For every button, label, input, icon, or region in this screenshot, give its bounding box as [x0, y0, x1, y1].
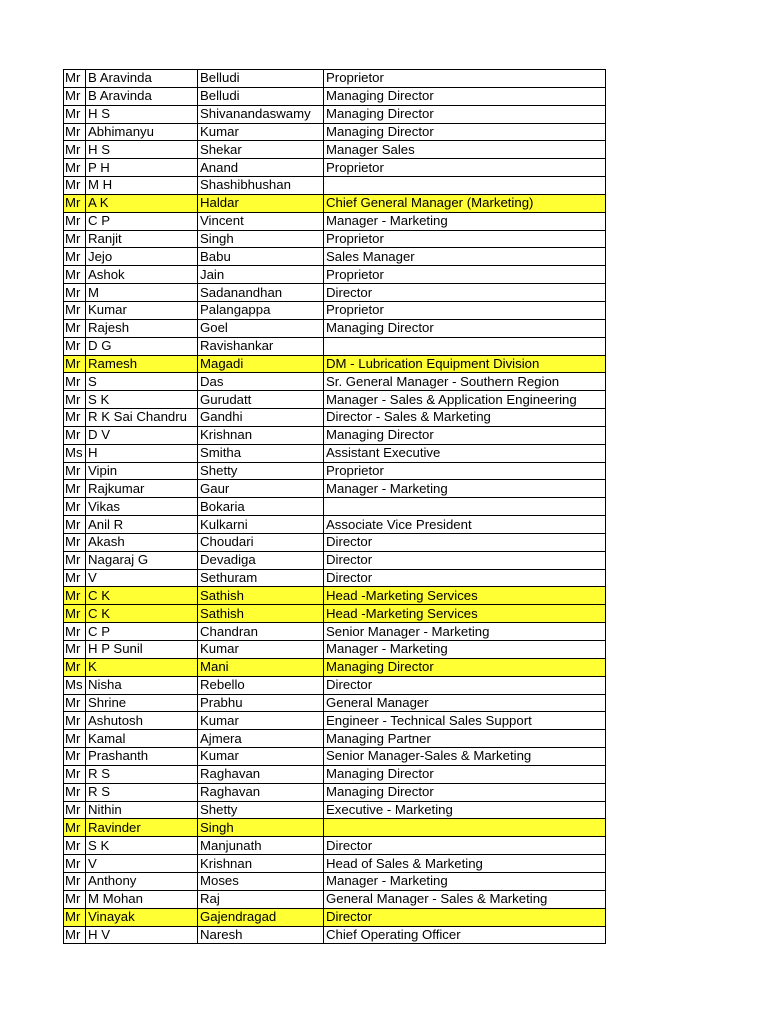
table-row [64, 105, 606, 123]
first-name-cell: V [86, 855, 198, 873]
designation-cell: Manager Sales [324, 141, 606, 159]
last-name-cell: Belludi [198, 87, 324, 105]
title-cell: Mr [64, 391, 86, 409]
designation-cell: Proprietor [324, 70, 606, 88]
title-cell: Mr [64, 712, 86, 730]
title-cell: Mr [64, 533, 86, 551]
table-row [64, 926, 606, 944]
title-cell: Mr [64, 480, 86, 498]
table-row [64, 337, 606, 355]
title-cell: Mr [64, 926, 86, 944]
table-row [64, 373, 606, 391]
last-name-cell: Krishnan [198, 855, 324, 873]
title-cell: Mr [64, 355, 86, 373]
title-cell: Mr [64, 284, 86, 302]
title-cell: Mr [64, 908, 86, 926]
title-cell: Mr [64, 498, 86, 516]
designation-cell: Head of Sales & Marketing [324, 855, 606, 873]
table-row [64, 230, 606, 248]
title-cell: Mr [64, 426, 86, 444]
title-cell: Ms [64, 676, 86, 694]
table-row [64, 462, 606, 480]
last-name-cell: Haldar [198, 194, 324, 212]
designation-cell: Senior Manager - Marketing [324, 623, 606, 641]
table-row [64, 908, 606, 926]
title-cell: Mr [64, 694, 86, 712]
title-cell: Mr [64, 623, 86, 641]
title-cell: Mr [64, 373, 86, 391]
table-row [64, 623, 606, 641]
first-name-cell: Vinayak [86, 908, 198, 926]
title-cell: Mr [64, 230, 86, 248]
last-name-cell: Das [198, 373, 324, 391]
last-name-cell: Gandhi [198, 409, 324, 427]
last-name-cell: Gajendragad [198, 908, 324, 926]
designation-cell: Managing Partner [324, 730, 606, 748]
designation-cell: Manager - Sales & Application Engineering [324, 391, 606, 409]
designation-cell: DM - Lubrication Equipment Division [324, 355, 606, 373]
first-name-cell: B Aravinda [86, 70, 198, 88]
table-row [64, 409, 606, 427]
last-name-cell: Gaur [198, 480, 324, 498]
last-name-cell: Singh [198, 819, 324, 837]
designation-cell: Sr. General Manager - Southern Region [324, 373, 606, 391]
designation-cell: Head -Marketing Services [324, 605, 606, 623]
first-name-cell: Nithin [86, 801, 198, 819]
designation-cell: Manager - Marketing [324, 641, 606, 659]
title-cell: Mr [64, 730, 86, 748]
first-name-cell: M [86, 284, 198, 302]
first-name-cell: V [86, 569, 198, 587]
last-name-cell: Bokaria [198, 498, 324, 516]
first-name-cell: Rajkumar [86, 480, 198, 498]
table-row [64, 177, 606, 195]
table-row [64, 837, 606, 855]
first-name-cell: Kamal [86, 730, 198, 748]
title-cell: Mr [64, 87, 86, 105]
designation-cell: Sales Manager [324, 248, 606, 266]
last-name-cell: Babu [198, 248, 324, 266]
last-name-cell: Sadanandhan [198, 284, 324, 302]
title-cell: Mr [64, 141, 86, 159]
last-name-cell: Raghavan [198, 765, 324, 783]
designation-cell: Chief Operating Officer [324, 926, 606, 944]
table-row [64, 141, 606, 159]
table-row [64, 658, 606, 676]
title-cell: Mr [64, 301, 86, 319]
first-name-cell: Akash [86, 533, 198, 551]
designation-cell: Manager - Marketing [324, 872, 606, 890]
title-cell: Mr [64, 783, 86, 801]
last-name-cell: Naresh [198, 926, 324, 944]
designation-cell: Engineer - Technical Sales Support [324, 712, 606, 730]
table-row [64, 801, 606, 819]
table-row [64, 444, 606, 462]
first-name-cell: K [86, 658, 198, 676]
last-name-cell: Shivanandaswamy [198, 105, 324, 123]
title-cell: Mr [64, 569, 86, 587]
last-name-cell: Chandran [198, 623, 324, 641]
last-name-cell: Shetty [198, 462, 324, 480]
designation-cell: Director [324, 284, 606, 302]
table-row [64, 694, 606, 712]
last-name-cell: Manjunath [198, 837, 324, 855]
title-cell: Mr [64, 587, 86, 605]
last-name-cell: Kumar [198, 641, 324, 659]
last-name-cell: Shetty [198, 801, 324, 819]
title-cell: Mr [64, 105, 86, 123]
title-cell: Mr [64, 890, 86, 908]
first-name-cell: H V [86, 926, 198, 944]
title-cell: Mr [64, 819, 86, 837]
first-name-cell: M Mohan [86, 890, 198, 908]
table-row [64, 783, 606, 801]
title-cell: Mr [64, 658, 86, 676]
first-name-cell: Prashanth [86, 748, 198, 766]
designation-cell: Executive - Marketing [324, 801, 606, 819]
first-name-cell: Vikas [86, 498, 198, 516]
designation-cell: Director [324, 908, 606, 926]
title-cell: Mr [64, 605, 86, 623]
table-row [64, 533, 606, 551]
first-name-cell: Ashok [86, 266, 198, 284]
title-cell: Mr [64, 641, 86, 659]
table-row [64, 391, 606, 409]
first-name-cell: C P [86, 623, 198, 641]
title-cell: Mr [64, 248, 86, 266]
last-name-cell: Goel [198, 319, 324, 337]
contact-table [63, 69, 606, 944]
designation-cell: Manager - Marketing [324, 480, 606, 498]
first-name-cell: S [86, 373, 198, 391]
last-name-cell: Sathish [198, 605, 324, 623]
title-cell: Mr [64, 159, 86, 177]
designation-cell: Proprietor [324, 301, 606, 319]
table-row [64, 641, 606, 659]
designation-cell: Managing Director [324, 105, 606, 123]
first-name-cell: Jejo [86, 248, 198, 266]
first-name-cell: Abhimanyu [86, 123, 198, 141]
last-name-cell: Kumar [198, 123, 324, 141]
first-name-cell: Shrine [86, 694, 198, 712]
table-row [64, 730, 606, 748]
title-cell: Mr [64, 319, 86, 337]
first-name-cell: Ranjit [86, 230, 198, 248]
table-row [64, 605, 606, 623]
first-name-cell: Anthony [86, 872, 198, 890]
first-name-cell: S K [86, 391, 198, 409]
last-name-cell: Belludi [198, 70, 324, 88]
designation-cell: General Manager - Sales & Marketing [324, 890, 606, 908]
designation-cell: Managing Director [324, 783, 606, 801]
last-name-cell: Ravishankar [198, 337, 324, 355]
title-cell: Mr [64, 409, 86, 427]
last-name-cell: Sathish [198, 587, 324, 605]
last-name-cell: Krishnan [198, 426, 324, 444]
table-row [64, 765, 606, 783]
designation-cell: Proprietor [324, 266, 606, 284]
first-name-cell: Ramesh [86, 355, 198, 373]
first-name-cell: H S [86, 105, 198, 123]
last-name-cell: Singh [198, 230, 324, 248]
title-cell: Mr [64, 765, 86, 783]
first-name-cell: Kumar [86, 301, 198, 319]
designation-cell: Manager - Marketing [324, 212, 606, 230]
table-row [64, 890, 606, 908]
title-cell: Mr [64, 872, 86, 890]
table-row [64, 819, 606, 837]
first-name-cell: H S [86, 141, 198, 159]
title-cell: Mr [64, 748, 86, 766]
designation-cell: Proprietor [324, 230, 606, 248]
title-cell: Mr [64, 266, 86, 284]
last-name-cell: Anand [198, 159, 324, 177]
designation-cell: Proprietor [324, 462, 606, 480]
table-row [64, 712, 606, 730]
designation-cell: Head -Marketing Services [324, 587, 606, 605]
first-name-cell: C K [86, 605, 198, 623]
last-name-cell: Prabhu [198, 694, 324, 712]
first-name-cell: Ashutosh [86, 712, 198, 730]
title-cell: Mr [64, 801, 86, 819]
table-row [64, 855, 606, 873]
last-name-cell: Shekar [198, 141, 324, 159]
table-row [64, 551, 606, 569]
last-name-cell: Rebello [198, 676, 324, 694]
first-name-cell: P H [86, 159, 198, 177]
contact-table-body [64, 70, 606, 944]
first-name-cell: A K [86, 194, 198, 212]
table-row [64, 516, 606, 534]
title-cell: Ms [64, 444, 86, 462]
designation-cell [324, 177, 606, 195]
title-cell: Mr [64, 123, 86, 141]
title-cell: Mr [64, 177, 86, 195]
designation-cell: Associate Vice President [324, 516, 606, 534]
first-name-cell: B Aravinda [86, 87, 198, 105]
table-row [64, 872, 606, 890]
designation-cell: Managing Director [324, 658, 606, 676]
designation-cell: Director [324, 533, 606, 551]
designation-cell: Director [324, 676, 606, 694]
table-row [64, 676, 606, 694]
last-name-cell: Vincent [198, 212, 324, 230]
table-row [64, 123, 606, 141]
last-name-cell: Palangappa [198, 301, 324, 319]
designation-cell: Senior Manager-Sales & Marketing [324, 748, 606, 766]
title-cell: Mr [64, 70, 86, 88]
first-name-cell: M H [86, 177, 198, 195]
title-cell: Mr [64, 855, 86, 873]
first-name-cell: Anil R [86, 516, 198, 534]
designation-cell: Chief General Manager (Marketing) [324, 194, 606, 212]
first-name-cell: Vipin [86, 462, 198, 480]
last-name-cell: Moses [198, 872, 324, 890]
table-row [64, 284, 606, 302]
table-row [64, 70, 606, 88]
first-name-cell: R S [86, 765, 198, 783]
designation-cell: Proprietor [324, 159, 606, 177]
table-row [64, 748, 606, 766]
last-name-cell: Choudari [198, 533, 324, 551]
table-row [64, 301, 606, 319]
last-name-cell: Mani [198, 658, 324, 676]
table-row [64, 194, 606, 212]
designation-cell: General Manager [324, 694, 606, 712]
first-name-cell: R K Sai Chandru [86, 409, 198, 427]
designation-cell [324, 498, 606, 516]
last-name-cell: Raj [198, 890, 324, 908]
first-name-cell: D G [86, 337, 198, 355]
last-name-cell: Kumar [198, 712, 324, 730]
title-cell: Mr [64, 462, 86, 480]
first-name-cell: D V [86, 426, 198, 444]
title-cell: Mr [64, 551, 86, 569]
designation-cell: Managing Director [324, 426, 606, 444]
table-row [64, 426, 606, 444]
last-name-cell: Jain [198, 266, 324, 284]
designation-cell: Director [324, 551, 606, 569]
last-name-cell: Gurudatt [198, 391, 324, 409]
table-row [64, 248, 606, 266]
table-row [64, 159, 606, 177]
first-name-cell: H [86, 444, 198, 462]
designation-cell: Managing Director [324, 765, 606, 783]
last-name-cell: Kulkarni [198, 516, 324, 534]
table-row [64, 266, 606, 284]
table-row [64, 480, 606, 498]
last-name-cell: Devadiga [198, 551, 324, 569]
title-cell: Mr [64, 194, 86, 212]
last-name-cell: Magadi [198, 355, 324, 373]
first-name-cell: Nisha [86, 676, 198, 694]
designation-cell: Managing Director [324, 123, 606, 141]
last-name-cell: Smitha [198, 444, 324, 462]
designation-cell: Managing Director [324, 87, 606, 105]
table-row [64, 87, 606, 105]
last-name-cell: Ajmera [198, 730, 324, 748]
first-name-cell: Rajesh [86, 319, 198, 337]
last-name-cell: Kumar [198, 748, 324, 766]
title-cell: Mr [64, 516, 86, 534]
table-row [64, 212, 606, 230]
first-name-cell: C K [86, 587, 198, 605]
designation-cell: Director - Sales & Marketing [324, 409, 606, 427]
designation-cell: Managing Director [324, 319, 606, 337]
first-name-cell: Ravinder [86, 819, 198, 837]
table-row [64, 498, 606, 516]
designation-cell [324, 819, 606, 837]
first-name-cell: C P [86, 212, 198, 230]
first-name-cell: Nagaraj G [86, 551, 198, 569]
designation-cell: Director [324, 569, 606, 587]
first-name-cell: H P Sunil [86, 641, 198, 659]
designation-cell: Assistant Executive [324, 444, 606, 462]
table-row [64, 569, 606, 587]
table-row [64, 587, 606, 605]
table-row [64, 319, 606, 337]
last-name-cell: Raghavan [198, 783, 324, 801]
title-cell: Mr [64, 337, 86, 355]
table-row [64, 355, 606, 373]
last-name-cell: Sethuram [198, 569, 324, 587]
designation-cell: Director [324, 837, 606, 855]
title-cell: Mr [64, 837, 86, 855]
designation-cell [324, 337, 606, 355]
first-name-cell: R S [86, 783, 198, 801]
first-name-cell: S K [86, 837, 198, 855]
title-cell: Mr [64, 212, 86, 230]
last-name-cell: Shashibhushan [198, 177, 324, 195]
